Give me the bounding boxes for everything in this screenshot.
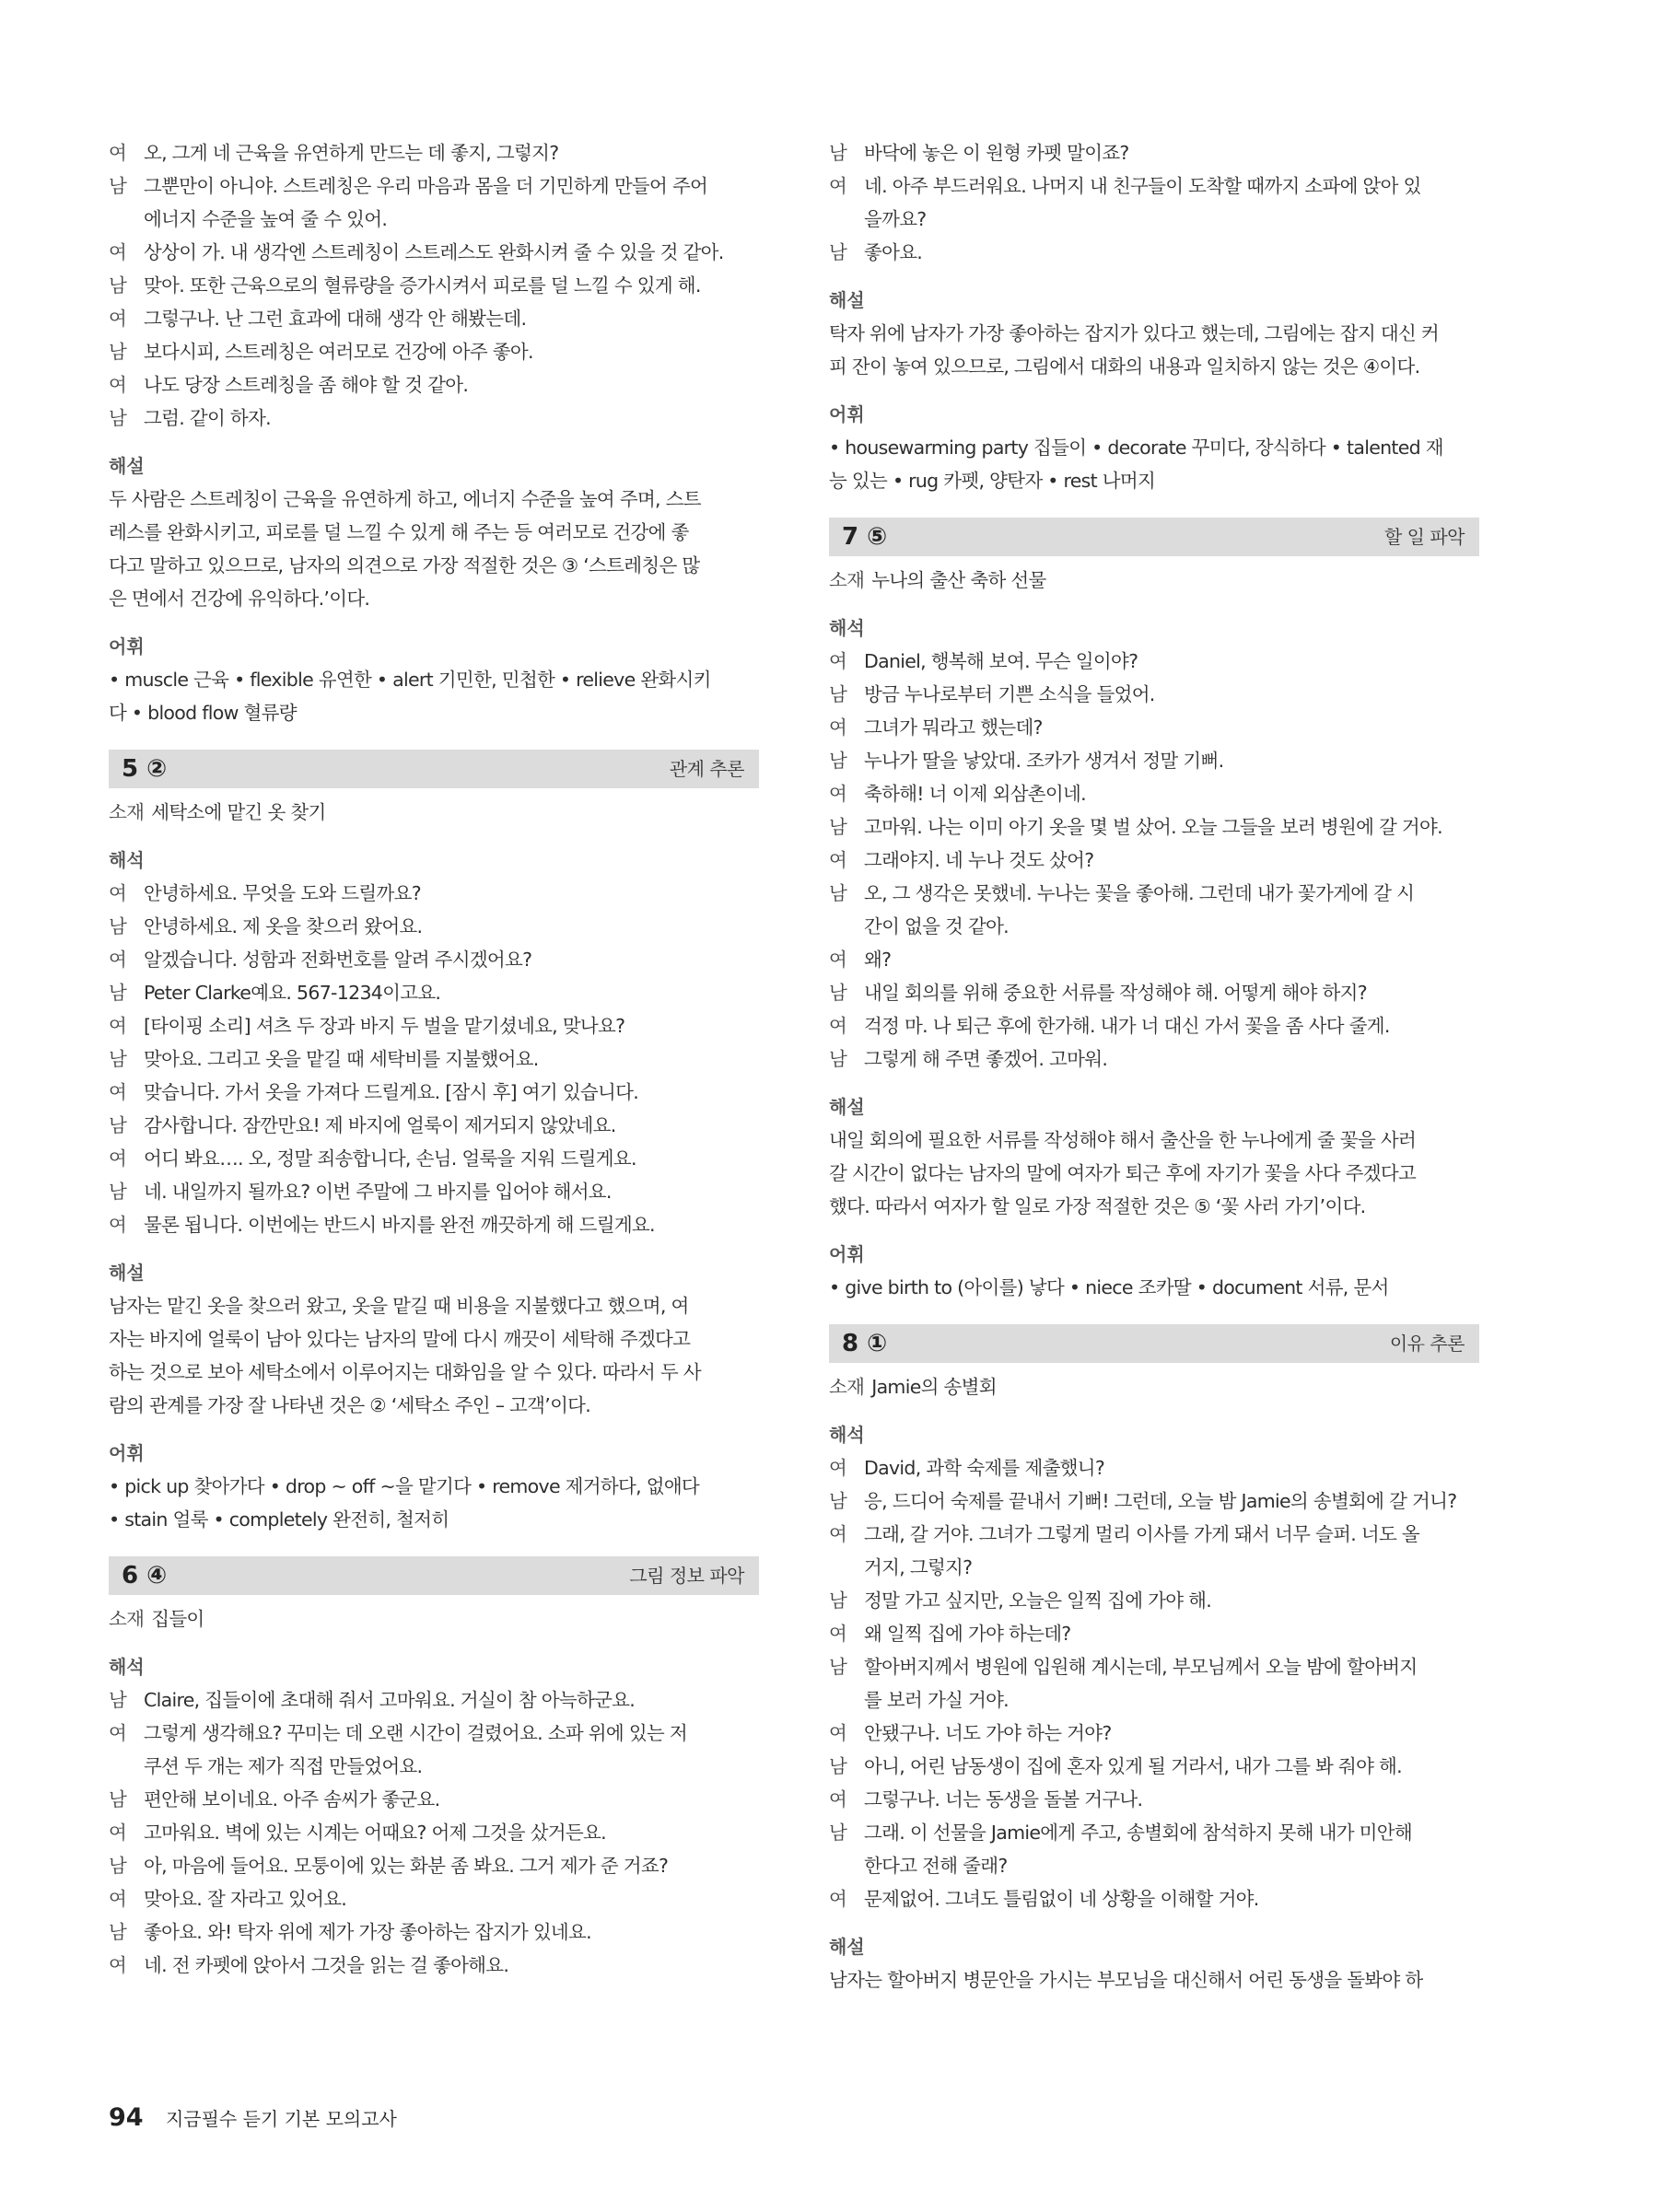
dialogue-text: 안녕하세요. 무엇을 도와 드릴까요? [144, 882, 421, 904]
dialogue-line [829, 844, 1479, 877]
speaker-label: 남 [829, 1490, 847, 1512]
dialogue-line [109, 1783, 759, 1816]
dialogue-text: 할아버지께서 병원에 입원해 계시는데, 부모님께서 오늘 밤에 할아버지 [864, 1656, 1418, 1678]
paragraph-line: 하는 것으로 보아 세탁소에서 이루어지는 대화임을 알 수 있다. 따라서 두 사 [109, 1361, 701, 1383]
dialogue-text: 그렇게 해 주면 좋겠어. 고마워. [864, 1048, 1108, 1070]
dialogue-text: 그뿐만이 아니야. 스트레칭은 우리 마음과 몸을 더 기민하게 만들어 주어 [144, 175, 708, 197]
dialogue-line [109, 169, 759, 203]
topic-text: Jamie의 송별회 [871, 1376, 997, 1398]
dialogue-line [829, 1816, 1479, 1849]
speaker-label: 남 [829, 241, 847, 263]
topic-line [829, 1370, 1479, 1403]
dialogue-text: 네. 내일까지 될까요? 이번 주말에 그 바지를 입어야 해서요. [144, 1181, 612, 1203]
speaker-label: 남 [829, 1048, 847, 1070]
section-label: 해설 [829, 289, 865, 311]
spacer [829, 383, 1479, 398]
speaker-label: 여 [109, 949, 127, 971]
dialogue-line [829, 645, 1479, 678]
dialogue-line [829, 1617, 1479, 1650]
topic-label: 소재 [829, 569, 865, 591]
dialogue-line [829, 1882, 1479, 1915]
speaker-label: 여 [109, 142, 127, 164]
paragraph-line: 남자는 할아버지 병문안을 가시는 부모님을 대신해서 어린 동생을 돌봐야 하 [829, 1969, 1423, 1991]
topic-label: 소재 [109, 801, 145, 823]
dialogue-text: 어디 봐요…. 오, 정말 죄송합니다, 손님. 얼룩을 지워 드릴게요. [144, 1147, 636, 1170]
spacer [109, 829, 759, 844]
dialogue-line [829, 777, 1479, 810]
dialogue-line [829, 1650, 1479, 1683]
speaker-label: 남 [829, 1589, 847, 1612]
dialogue-text: 맞아요. 그리고 옷을 맡길 때 세탁비를 지불했어요. [144, 1048, 539, 1070]
speaker-label: 여 [109, 1147, 127, 1170]
question-type: 그림 정보 파악 [629, 1565, 744, 1587]
dialogue-continuation: 에너지 수준을 높여 줄 수 있어. [144, 208, 388, 230]
dialogue-line [109, 976, 759, 1009]
speaker-label: 여 [829, 1523, 847, 1545]
dialogue-text: 응, 드디어 숙제를 끝내서 기뻐! 그런데, 오늘 밤 Jamie의 송별회에 갈 거니? [864, 1490, 1457, 1512]
dialogue-text: 맞습니다. 가서 옷을 가져다 드릴게요. [잠시 후] 여기 있습니다. [144, 1081, 639, 1103]
paragraph-line: • stain 얼룩 • completely 완전히, 철저히 [109, 1508, 449, 1531]
speaker-label: 여 [829, 175, 847, 197]
paragraph-line: 갈 시간이 없다는 남자의 말에 여자가 퇴근 후에 자기가 꽃을 사다 주겠다고 [829, 1162, 1417, 1184]
dialogue-text: Daniel, 행복해 보여. 무슨 일이야? [864, 650, 1138, 672]
dialogue-text: 물론 됩니다. 이번에는 반드시 바지를 완전 깨끗하게 해 드릴게요. [144, 1214, 655, 1236]
paragraph-line: 피 잔이 놓여 있으므로, 그림에서 대화의 내용과 일치하지 않는 것은 ④이다. [829, 355, 1420, 378]
speaker-label: 여 [829, 1015, 847, 1037]
dialogue-text: 맞아요. 잘 자라고 있어요. [144, 1888, 347, 1910]
speaker-label: 남 [829, 816, 847, 838]
dialogue-text: 축하해! 너 이제 외삼촌이네. [864, 783, 1086, 805]
dialogue-line [109, 269, 759, 302]
speaker-label: 여 [109, 374, 127, 396]
dialogue-text: 좋아요. 와! 탁자 위에 제가 가장 좋아하는 잡지가 있네요. [144, 1921, 591, 1943]
topic-label: 소재 [109, 1608, 145, 1630]
speaker-label: 남 [109, 1114, 127, 1136]
dialogue-text: 문제없어. 그녀도 틀림없이 네 상황을 이해할 거야. [864, 1888, 1259, 1910]
speaker-label: 남 [829, 750, 847, 772]
dialogue-line [109, 368, 759, 402]
speaker-label: 남 [829, 1656, 847, 1678]
question-header [109, 1556, 759, 1595]
paragraph-line: 람의 관계를 가장 잘 나타낸 것은 ② ‘세탁소 주인 – 고객’이다. [109, 1394, 591, 1416]
dialogue-text: 정말 가고 싶지만, 오늘은 일찍 집에 가야 해. [864, 1589, 1212, 1612]
spacer [829, 1915, 1479, 1930]
dialogue-text: 내일 회의를 위해 중요한 서류를 작성해야 해. 어떻게 해야 하지? [864, 982, 1367, 1004]
dialogue-line [109, 1109, 759, 1142]
dialogue-line [109, 1949, 759, 1982]
dialogue-continuation: 한다고 전해 줄래? [864, 1855, 1008, 1877]
left-column [109, 136, 759, 1982]
question-type: 이유 추론 [1389, 1333, 1465, 1355]
dialogue-text: 왜 일찍 집에 가야 하는데? [864, 1623, 1071, 1645]
dialogue-text: Claire, 집들이에 초대해 줘서 고마워요. 거실이 참 아늑하군요. [144, 1689, 636, 1711]
dialogue-continuation: 간이 없을 것 같아. [864, 915, 1009, 937]
dialogue-text: 상상이 가. 내 생각엔 스트레칭이 스트레스도 완화시켜 줄 수 있을 것 같아. [144, 241, 724, 263]
speaker-label: 남 [829, 683, 847, 705]
dialogue-line [829, 169, 1479, 203]
dialogue-line [829, 1783, 1479, 1816]
dialogue-line [109, 335, 759, 368]
spacer [829, 597, 1479, 611]
section-label: 해석 [109, 849, 145, 871]
spacer [829, 497, 1479, 512]
dialogue-text: 고마워. 나는 이미 아기 옷을 몇 벌 샀어. 오늘 그들을 보러 병원에 갈 거야. [864, 816, 1442, 838]
speaker-label: 남 [109, 1048, 127, 1070]
speaker-label: 남 [829, 142, 847, 164]
dialogue-line [109, 1849, 759, 1882]
speaker-label: 여 [109, 1822, 127, 1844]
spacer [109, 1422, 759, 1437]
speaker-label: 여 [829, 849, 847, 871]
speaker-label: 남 [109, 1921, 127, 1943]
section-label: 어휘 [109, 1442, 145, 1464]
speaker-label: 남 [109, 915, 127, 937]
dialogue-line [109, 877, 759, 910]
dialogue-text: 누나가 딸을 낳았대. 조카가 생겨서 정말 기뻐. [864, 750, 1224, 772]
question-number: 8 ① [842, 1330, 888, 1357]
speaker-label: 여 [829, 1722, 847, 1744]
speaker-label: 남 [829, 982, 847, 1004]
dialogue-text: 알겠습니다. 성함과 전화번호를 알려 주시겠어요? [144, 949, 532, 971]
speaker-label: 남 [829, 1822, 847, 1844]
dialogue-text: 네. 아주 부드러워요. 나머지 내 친구들이 도착할 때까지 소파에 앉아 있 [864, 175, 1421, 197]
dialogue-text: 안녕하세요. 제 옷을 찾으러 왔어요. [144, 915, 423, 937]
book-title: 지금필수 듣기 기본 모의고사 [165, 2108, 397, 2130]
spacer [109, 729, 759, 744]
dialogue-text: 그래. 이 선물을 Jamie에게 주고, 송별회에 참석하지 못해 내가 미안해 [864, 1822, 1412, 1844]
dialogue-text: 아니, 어린 남동생이 집에 혼자 있게 될 거라서, 내가 그를 봐 줘야 해. [864, 1755, 1402, 1777]
dialogue-text: 감사합니다. 잠깐만요! 제 바지에 얼룩이 제거되지 않았네요. [144, 1114, 616, 1136]
question-number: 6 ④ [122, 1562, 168, 1589]
paragraph-line: 다 • blood flow 혈류량 [109, 702, 297, 724]
dialogue-line [109, 1683, 759, 1717]
dialogue-text: 바닥에 놓은 이 원형 카펫 말이죠? [864, 142, 1129, 164]
speaker-label: 여 [109, 1214, 127, 1236]
dialogue-line [829, 943, 1479, 976]
dialogue-text: 좋아요. [864, 241, 923, 263]
dialogue-line [109, 1882, 759, 1915]
spacer [109, 1241, 759, 1256]
speaker-label: 남 [109, 274, 127, 297]
speaker-label: 여 [829, 650, 847, 672]
dialogue-text: 편안해 보이네요. 아주 솜씨가 좋군요. [144, 1788, 440, 1810]
page-footer [109, 2103, 397, 2132]
dialogue-text: 안됐구나. 너도 가야 하는 거야? [864, 1722, 1112, 1744]
speaker-label: 여 [829, 1788, 847, 1810]
speaker-label: 남 [109, 1855, 127, 1877]
speaker-label: 남 [109, 341, 127, 363]
speaker-label: 여 [109, 1954, 127, 1976]
paragraph-line: 내일 회의에 필요한 서류를 작성해야 해서 출산을 한 누나에게 줄 꽃을 사러 [829, 1129, 1417, 1151]
dialogue-continuation: 를 보러 가실 거야. [864, 1689, 1009, 1711]
dialogue-line [109, 236, 759, 269]
spacer [109, 1536, 759, 1551]
dialogue-line [829, 1484, 1479, 1518]
speaker-label: 남 [109, 175, 127, 197]
dialogue-text: 그렇구나. 너는 동생을 돌볼 거구나. [864, 1788, 1143, 1810]
speaker-label: 여 [829, 716, 847, 739]
dialogue-text: 걱정 마. 나 퇴근 후에 한가해. 내가 너 대신 가서 꽃을 좀 사다 줄게. [864, 1015, 1390, 1037]
topic-line [829, 564, 1479, 597]
dialogue-line [109, 1208, 759, 1241]
topic-text: 세탁소에 맡긴 옷 찾기 [151, 801, 326, 823]
section-label: 해석 [829, 1424, 865, 1446]
dialogue-line [109, 1717, 759, 1750]
topic-text: 누나의 출산 축하 선물 [871, 569, 1046, 591]
dialogue-line [829, 236, 1479, 269]
speaker-label: 남 [109, 1788, 127, 1810]
section-label: 해석 [829, 617, 865, 639]
paragraph-line: 탁자 위에 남자가 가장 좋아하는 잡지가 있다고 했는데, 그림에는 잡지 대신 커 [829, 322, 1439, 344]
dialogue-line [829, 1451, 1479, 1484]
paragraph-line: 은 면에서 건강에 유익하다.’이다. [109, 588, 370, 610]
spacer [109, 615, 759, 630]
spacer [829, 269, 1479, 284]
section-label: 어휘 [109, 635, 145, 658]
dialogue-line [109, 1042, 759, 1076]
speaker-label: 여 [109, 1888, 127, 1910]
paragraph-line: • give birth to (아이를) 낳다 • niece 조카딸 • document 서류, 문서 [829, 1276, 1389, 1298]
dialogue-text: 그럼. 같이 하자. [144, 407, 271, 429]
dialogue-text: [타이핑 소리] 셔츠 두 장과 바지 두 벌을 맡기셨네요, 맞나요? [144, 1015, 625, 1037]
speaker-label: 남 [829, 1755, 847, 1777]
dialogue-text: David, 과학 숙제를 제출했니? [864, 1457, 1105, 1479]
question-header [829, 518, 1479, 556]
section-label: 어휘 [829, 403, 865, 425]
paragraph-line: 레스를 완화시키고, 피로를 덜 느낄 수 있게 해 주는 등 여러모로 건강에 좋 [109, 521, 689, 543]
dialogue-line [829, 810, 1479, 844]
speaker-label: 여 [829, 1623, 847, 1645]
dialogue-text: 왜? [864, 949, 892, 971]
dialogue-line [109, 943, 759, 976]
speaker-label: 여 [109, 1015, 127, 1037]
dialogue-line [109, 1076, 759, 1109]
paragraph-line: 남자는 맡긴 옷을 찾으러 왔고, 옷을 맡길 때 비용을 지불했다고 했으며, 여 [109, 1295, 689, 1317]
paragraph-line: • housewarming party 집들이 • decorate 꾸미다, 장식하다 • talented 재 [829, 437, 1443, 459]
dialogue-line [829, 1584, 1479, 1617]
spacer [109, 435, 759, 449]
topic-text: 집들이 [151, 1608, 204, 1630]
dialogue-line [109, 402, 759, 435]
dialogue-line [109, 302, 759, 335]
question-header [109, 750, 759, 788]
speaker-label: 여 [109, 882, 127, 904]
spacer [829, 1223, 1479, 1238]
section-label: 해설 [829, 1096, 865, 1118]
speaker-label: 남 [109, 1689, 127, 1711]
speaker-label: 남 [109, 407, 127, 429]
right-column [829, 136, 1479, 1997]
dialogue-continuation: 쿠션 두 개는 제가 직접 만들었어요. [144, 1755, 423, 1777]
topic-line [109, 1602, 759, 1636]
dialogue-text: 그렇게 생각해요? 꾸미는 데 오랜 시간이 걸렸어요. 소파 위에 있는 저 [144, 1722, 687, 1744]
section-label: 해석 [109, 1656, 145, 1678]
section-label: 해설 [109, 1262, 145, 1284]
dialogue-text: 네. 전 카펫에 앉아서 그것을 읽는 걸 좋아해요. [144, 1954, 509, 1976]
section-label: 어휘 [829, 1243, 865, 1265]
dialogue-text: 그렇구나. 난 그런 효과에 대해 생각 안 해봤는데. [144, 308, 527, 330]
dialogue-line [829, 711, 1479, 744]
dialogue-line [109, 1816, 759, 1849]
speaker-label: 여 [109, 1081, 127, 1103]
speaker-label: 여 [829, 783, 847, 805]
question-number: 5 ② [122, 755, 168, 783]
dialogue-line [829, 1750, 1479, 1783]
dialogue-text: 보다시피, 스트레칭은 여러모로 건강에 아주 좋아. [144, 341, 533, 363]
dialogue-text: Peter Clarke예요. 567-1234이고요. [144, 982, 441, 1004]
speaker-label: 여 [109, 241, 127, 263]
dialogue-text: 오, 그게 네 근육을 유연하게 만드는 데 좋지, 그렇지? [144, 142, 559, 164]
spacer [109, 1636, 759, 1650]
dialogue-text: 아, 마음에 들어요. 모퉁이에 있는 화분 좀 봐요. 그거 제가 준 거죠? [144, 1855, 669, 1877]
speaker-label: 여 [829, 1888, 847, 1910]
speaker-label: 여 [829, 949, 847, 971]
dialogue-text: 그래, 갈 거야. 그녀가 그렇게 멀리 이사를 가게 돼서 너무 슬퍼. 너도 올 [864, 1523, 1420, 1545]
paragraph-line: • pick up 찾아가다 • drop ~ off ~을 맡기다 • remove 제거하다, 없애다 [109, 1475, 700, 1497]
dialogue-line [829, 678, 1479, 711]
question-type: 관계 추론 [669, 758, 744, 780]
speaker-label: 여 [109, 308, 127, 330]
page-number: 94 [109, 2103, 144, 2132]
dialogue-continuation: 을까요? [864, 208, 927, 230]
dialogue-text: 나도 당장 스트레칭을 좀 해야 할 것 같아. [144, 374, 469, 396]
dialogue-text: 고마워요. 벽에 있는 시계는 어때요? 어제 그것을 샀거든요. [144, 1822, 606, 1844]
dialogue-line [829, 976, 1479, 1009]
speaker-label: 여 [829, 1457, 847, 1479]
paragraph-line: 했다. 따라서 여자가 할 일로 가장 적절한 것은 ⑤ ‘꽃 사러 가기’이다. [829, 1195, 1366, 1217]
question-number: 7 ⑤ [842, 523, 888, 551]
dialogue-line [829, 136, 1479, 169]
dialogue-continuation: 거지, 그렇지? [864, 1556, 973, 1578]
topic-label: 소재 [829, 1376, 865, 1398]
dialogue-line [109, 1175, 759, 1208]
paragraph-line: 다고 말하고 있으므로, 남자의 의견으로 가장 적절한 것은 ③ ‘스트레칭은 많 [109, 554, 700, 576]
dialogue-line [109, 136, 759, 169]
dialogue-text: 오, 그 생각은 못했네. 누나는 꽃을 좋아해. 그런데 내가 꽃가게에 갈 시 [864, 882, 1415, 904]
dialogue-text: 그래야지. 네 누나 것도 샀어? [864, 849, 1094, 871]
speaker-label: 남 [829, 882, 847, 904]
spacer [829, 1403, 1479, 1418]
speaker-label: 남 [109, 982, 127, 1004]
paragraph-line: 두 사람은 스트레칭이 근육을 유연하게 하고, 에너지 수준을 높여 주며, 스트 [109, 488, 701, 510]
dialogue-line [829, 877, 1479, 910]
paragraph-line: 능 있는 • rug 카펫, 양탄자 • rest 나머지 [829, 470, 1156, 492]
speaker-label: 남 [109, 1181, 127, 1203]
dialogue-line [829, 744, 1479, 777]
question-type: 할 일 파악 [1384, 526, 1465, 548]
dialogue-text: 맞아. 또한 근육으로의 혈류량을 증가시켜서 피로를 덜 느낄 수 있게 해. [144, 274, 701, 297]
paragraph-line: 자는 바지에 얼룩이 남아 있다는 남자의 말에 다시 깨끗이 세탁해 주겠다고 [109, 1328, 691, 1350]
spacer [829, 1076, 1479, 1090]
dialogue-line [829, 1042, 1479, 1076]
dialogue-text: 방금 누나로부터 기쁜 소식을 들었어. [864, 683, 1155, 705]
dialogue-line [109, 1142, 759, 1175]
dialogue-line [109, 1009, 759, 1042]
section-label: 해설 [829, 1936, 865, 1958]
speaker-label: 여 [109, 1722, 127, 1744]
topic-line [109, 796, 759, 829]
dialogue-line [829, 1009, 1479, 1042]
dialogue-line [109, 1915, 759, 1949]
dialogue-line [829, 1518, 1479, 1551]
question-header [829, 1324, 1479, 1363]
section-label: 해설 [109, 455, 145, 477]
spacer [829, 1304, 1479, 1319]
dialogue-text: 그녀가 뭐라고 했는데? [864, 716, 1043, 739]
paragraph-line: • muscle 근육 • flexible 유연한 • alert 기민한, 민첩한 • relieve 완화시키 [109, 669, 711, 691]
dialogue-line [109, 910, 759, 943]
dialogue-line [829, 1717, 1479, 1750]
